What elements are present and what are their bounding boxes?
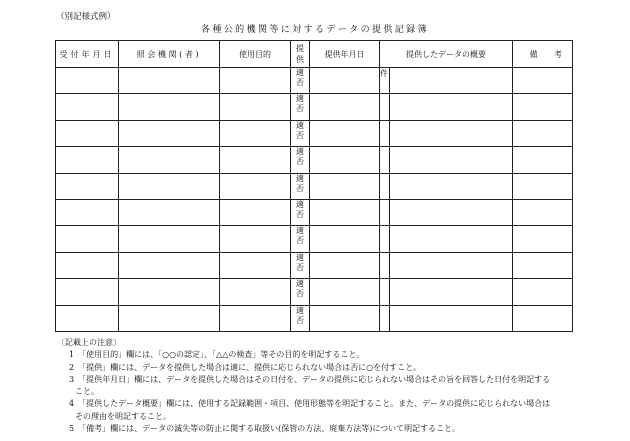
provide-hino-mark[interactable]: 否 [296, 78, 304, 87]
provide-hino-mark[interactable]: 否 [296, 315, 304, 325]
note-item-4: 4 「提供したデータ概要」欄には、使用する記録範囲・項目、使用形態等を明記すること。また、データの提供に応じられない場合は [69, 399, 551, 409]
cell-date[interactable] [56, 147, 119, 173]
cell-date[interactable] [56, 226, 119, 252]
cell-summary-count[interactable] [380, 305, 390, 331]
header-purpose: 使用目的 [220, 41, 291, 68]
table-row [56, 120, 573, 146]
cell-institution[interactable] [119, 68, 220, 94]
cell-remarks[interactable] [513, 120, 573, 146]
cell-purpose[interactable] [220, 68, 291, 94]
table-row [56, 252, 573, 278]
cell-purpose[interactable] [220, 120, 291, 146]
note-item-5: 5 「備考」欄には、データの滅失等の防止に関する取扱い(保管の方法、廃棄方法等)について明記すること。 [69, 424, 461, 434]
cell-provide [291, 147, 310, 173]
provide-tekiyes-mark[interactable]: 適 [296, 226, 304, 236]
cell-summary-count[interactable] [380, 226, 390, 252]
provide-tekiyes-mark[interactable]: 適 [296, 120, 304, 130]
cell-provide-date[interactable] [310, 173, 380, 199]
note-item-2: 2 「提供」欄には、データを提供した場合は適に、提供に応じられない場合は否に○を付すこと。 [69, 362, 422, 372]
header-date: 受付年月日 [56, 41, 119, 68]
cell-summary[interactable] [390, 173, 513, 199]
note-item-3-cont: こと。 [75, 387, 99, 397]
cell-institution[interactable] [119, 94, 220, 120]
cell-remarks[interactable] [513, 68, 573, 94]
cell-institution[interactable] [119, 120, 220, 146]
note-item-4-cont: その理由を明記すること。 [75, 411, 171, 421]
form-label: （別記様式例） [56, 12, 116, 22]
cell-provide-date[interactable] [310, 199, 380, 225]
cell-provide-date[interactable] [310, 68, 380, 94]
table-row [56, 199, 573, 225]
cell-provide [291, 68, 310, 94]
cell-date[interactable] [56, 252, 119, 278]
cell-purpose[interactable] [220, 226, 291, 252]
table-row [56, 147, 573, 173]
cell-summary[interactable] [390, 120, 513, 146]
provide-hino-mark[interactable]: 否 [296, 236, 304, 246]
cell-provide [291, 252, 310, 278]
header-institution: 照会機関(者) [119, 41, 220, 68]
notes-heading: 〔記載上の注意〕 [57, 338, 121, 347]
table-row [56, 173, 573, 199]
cell-provide-date[interactable] [310, 94, 380, 120]
cell-summary[interactable] [390, 305, 513, 331]
cell-institution[interactable] [119, 199, 220, 225]
cell-summary[interactable] [390, 68, 513, 94]
cell-summary[interactable] [390, 94, 513, 120]
cell-provide-date[interactable] [310, 226, 380, 252]
cell-remarks[interactable] [513, 226, 573, 252]
cell-purpose[interactable] [220, 305, 291, 331]
note-item-1: 1 「使用目的」欄には、「○○の認定」、「△△の検査」等その目的を明記すること。 [69, 350, 365, 360]
header-row [56, 41, 573, 68]
cell-summary-count[interactable] [380, 279, 390, 305]
cell-date[interactable] [56, 68, 119, 94]
cell-provide [291, 94, 310, 120]
cell-summary-count[interactable] [380, 173, 390, 199]
cell-date[interactable] [56, 173, 119, 199]
cell-provide-date[interactable] [310, 252, 380, 278]
cell-remarks[interactable] [513, 147, 573, 173]
cell-purpose[interactable] [220, 199, 291, 225]
table-body [56, 68, 573, 332]
cell-provide-date[interactable] [310, 305, 380, 331]
cell-institution[interactable] [119, 305, 220, 331]
provide-hino-mark[interactable]: 否 [296, 262, 304, 272]
cell-summary-count[interactable]: 件 [380, 68, 390, 94]
provide-hino-mark[interactable]: 否 [296, 104, 304, 114]
note-item-3: 3 「提供年月日」欄には、データを提供した場合はその日付を、データの提供に応じられない場合はその旨を回答した日付を明記する [69, 374, 551, 384]
provide-tekiyes-mark[interactable]: 適 [296, 147, 304, 157]
cell-provide [291, 120, 310, 146]
cell-remarks[interactable] [513, 279, 573, 305]
cell-remarks[interactable] [513, 252, 573, 278]
table-row [56, 305, 573, 331]
cell-purpose[interactable] [220, 173, 291, 199]
cell-institution[interactable] [119, 226, 220, 252]
cell-summary[interactable] [390, 252, 513, 278]
header-summary: 提供したデータの概要 [380, 41, 513, 68]
header-remarks [513, 41, 573, 68]
header-remarks-left: 備 [529, 49, 538, 59]
header-provide-bottom: 供 [296, 55, 304, 64]
notes-section [57, 337, 550, 435]
cell-summary[interactable] [390, 226, 513, 252]
cell-date[interactable] [56, 120, 119, 146]
cell-summary-count[interactable] [380, 252, 390, 278]
provide-tekiyes-mark[interactable]: 適 [296, 305, 304, 315]
cell-provide [291, 305, 310, 331]
provide-hino-mark[interactable]: 否 [296, 183, 304, 193]
cell-summary-count[interactable] [380, 199, 390, 225]
header-provide [291, 41, 310, 68]
provide-tekiyes-mark[interactable]: 適 [296, 279, 304, 289]
cell-purpose[interactable] [220, 279, 291, 305]
cell-date[interactable] [56, 199, 119, 225]
cell-provide-date[interactable] [310, 279, 380, 305]
cell-summary-count[interactable] [380, 147, 390, 173]
cell-remarks[interactable] [513, 173, 573, 199]
cell-provide [291, 226, 310, 252]
provide-hino-mark[interactable]: 否 [296, 209, 304, 219]
cell-date[interactable] [56, 94, 119, 120]
record-table [55, 40, 573, 332]
provide-tekiyes-mark[interactable]: 適 [296, 252, 304, 262]
cell-provide [291, 279, 310, 305]
cell-summary-count[interactable] [380, 120, 390, 146]
cell-purpose[interactable] [220, 147, 291, 173]
provide-tekiyes-mark[interactable]: 適 [296, 94, 304, 104]
cell-provide-date[interactable] [310, 147, 380, 173]
provide-hino-mark[interactable]: 否 [296, 289, 304, 299]
provide-tekiyes-mark[interactable]: 適 [296, 199, 304, 209]
cell-date[interactable] [56, 279, 119, 305]
table-row [56, 279, 573, 305]
page-title: 各種公的機関等に対するデータの提供記録簿 [200, 25, 429, 35]
table-row [56, 226, 573, 252]
cell-summary[interactable] [390, 199, 513, 225]
provide-hino-mark[interactable]: 否 [296, 130, 304, 140]
cell-institution[interactable] [119, 279, 220, 305]
header-remarks-right: 考 [554, 49, 562, 59]
header-provide-top: 提 [296, 44, 304, 53]
table-row [56, 68, 573, 94]
cell-institution[interactable] [119, 147, 220, 173]
cell-summary[interactable] [390, 279, 513, 305]
provide-hino-mark[interactable]: 否 [296, 157, 304, 167]
provide-tekiyes-mark[interactable]: 適 [296, 68, 304, 77]
cell-remarks[interactable] [513, 305, 573, 331]
cell-summary-count[interactable] [380, 94, 390, 120]
cell-date[interactable] [56, 305, 119, 331]
cell-institution[interactable] [119, 173, 220, 199]
provide-tekiyes-mark[interactable]: 適 [296, 173, 304, 183]
cell-purpose[interactable] [220, 94, 291, 120]
cell-summary[interactable] [390, 147, 513, 173]
cell-purpose[interactable] [220, 252, 291, 278]
cell-provide [291, 199, 310, 225]
cell-remarks[interactable] [513, 94, 573, 120]
table-row [56, 94, 573, 120]
cell-remarks[interactable] [513, 199, 573, 225]
header-provide-date: 提供年月日 [310, 41, 380, 68]
cell-provide-date[interactable] [310, 120, 380, 146]
cell-institution[interactable] [119, 252, 220, 278]
cell-provide [291, 173, 310, 199]
